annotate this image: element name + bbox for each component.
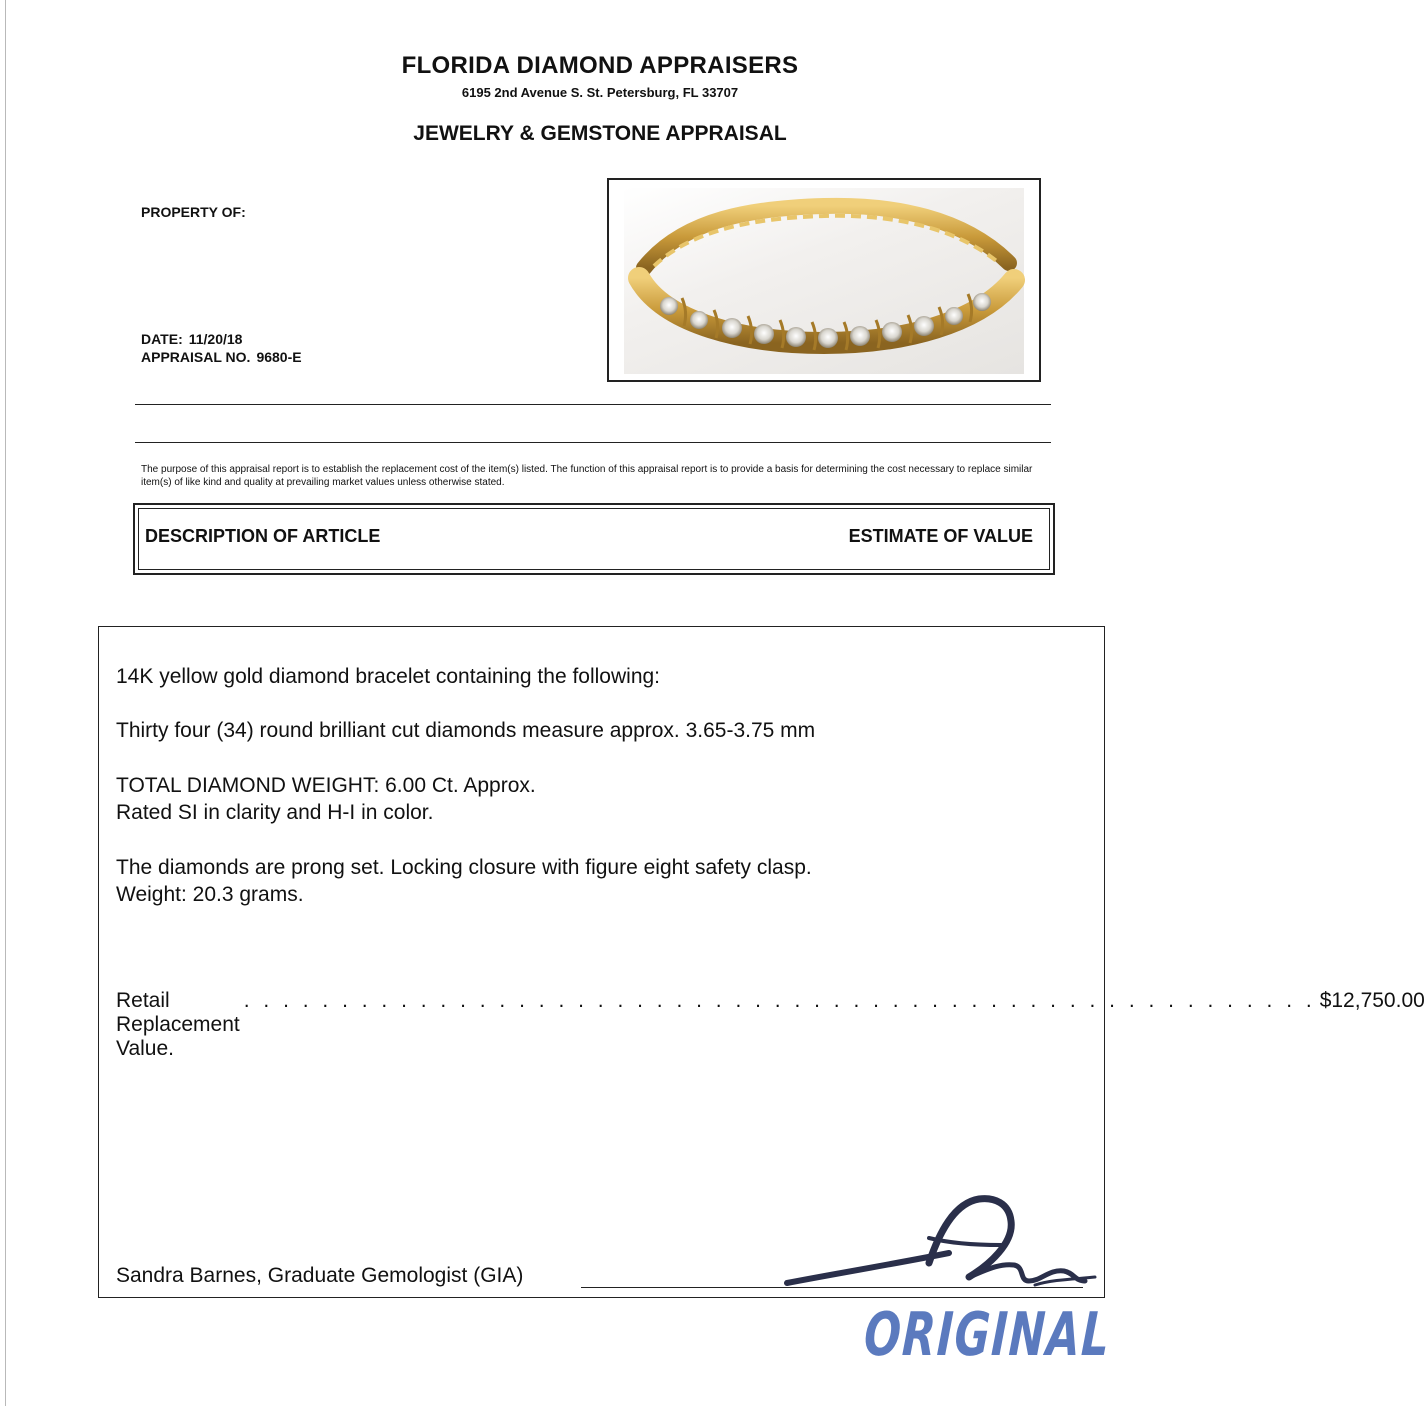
date-label: DATE: (141, 331, 183, 347)
appraisal-number-value: 9680-E (256, 349, 302, 365)
item-description-line: 14K yellow gold diamond bracelet containing the following: (116, 665, 661, 688)
table-header-inner (138, 508, 1050, 570)
appraiser-name: Sandra Barnes, Graduate Gemologist (GIA) (116, 1264, 524, 1287)
estimate-header: ESTIMATE OF VALUE (848, 526, 1033, 546)
date-value: 11/20/18 (188, 331, 243, 347)
blank-line-1 (135, 404, 1051, 405)
retail-value-amount: $12,750.00 (1319, 989, 1425, 1012)
total-weight-line: TOTAL DIAMOND WEIGHT: 6.00 Ct. Approx. (116, 774, 536, 797)
page-edge-line (5, 0, 6, 1406)
appraisal-number-field (141, 349, 302, 365)
bracelet-image (624, 188, 1024, 374)
clarity-color-line: Rated SI in clarity and H-I in color. (116, 801, 434, 824)
original-stamp: ORIGINAL (862, 1300, 1113, 1370)
retail-value-leader-dots: . . . . . . . . . . . . . . . . . . . . . . . . . . . . . . . . . . . . . . . . . . . . . . . . . . . . . . . (243, 989, 1316, 1012)
appraisal-number-label: APPRAISAL NO. (141, 349, 251, 365)
bracelet-photo (624, 188, 1024, 374)
table-header-box (133, 503, 1055, 575)
document-title: JEWELRY & GEMSTONE APPRAISAL (413, 122, 787, 145)
company-address: 6195 2nd Avenue S. St. Petersburg, FL 33707 (461, 85, 739, 100)
retail-value-row (116, 989, 1425, 1061)
date-field (141, 331, 242, 347)
company-name: FLORIDA DIAMOND APPRAISERS (401, 52, 799, 79)
property-of-label: PROPERTY OF: (141, 204, 246, 220)
description-box (98, 626, 1425, 1298)
diamond-count-line: Thirty four (34) round brilliant cut diamonds measure approx. 3.65-3.75 mm (116, 719, 816, 742)
item-photo-frame (607, 178, 1041, 382)
description-header: DESCRIPTION OF ARTICLE (145, 526, 381, 546)
purpose-statement: The purpose of this appraisal report is to establish the replacement cost of the item(s) listed. The function of this appraisal report is to provide a basis for determining the cost necessary to replace similar item(s) of like kind and quality at prevailing market values unless otherwise stated. (141, 464, 1033, 488)
gold-weight-line: Weight: 20.3 grams. (116, 883, 304, 906)
blank-line-2 (135, 442, 1051, 443)
retail-value-label: Retail Replacement Value. (116, 989, 240, 1060)
handwritten-signature (779, 1193, 1099, 1303)
setting-clasp-line: The diamonds are prong set. Locking closure with figure eight safety clasp. (116, 856, 812, 879)
